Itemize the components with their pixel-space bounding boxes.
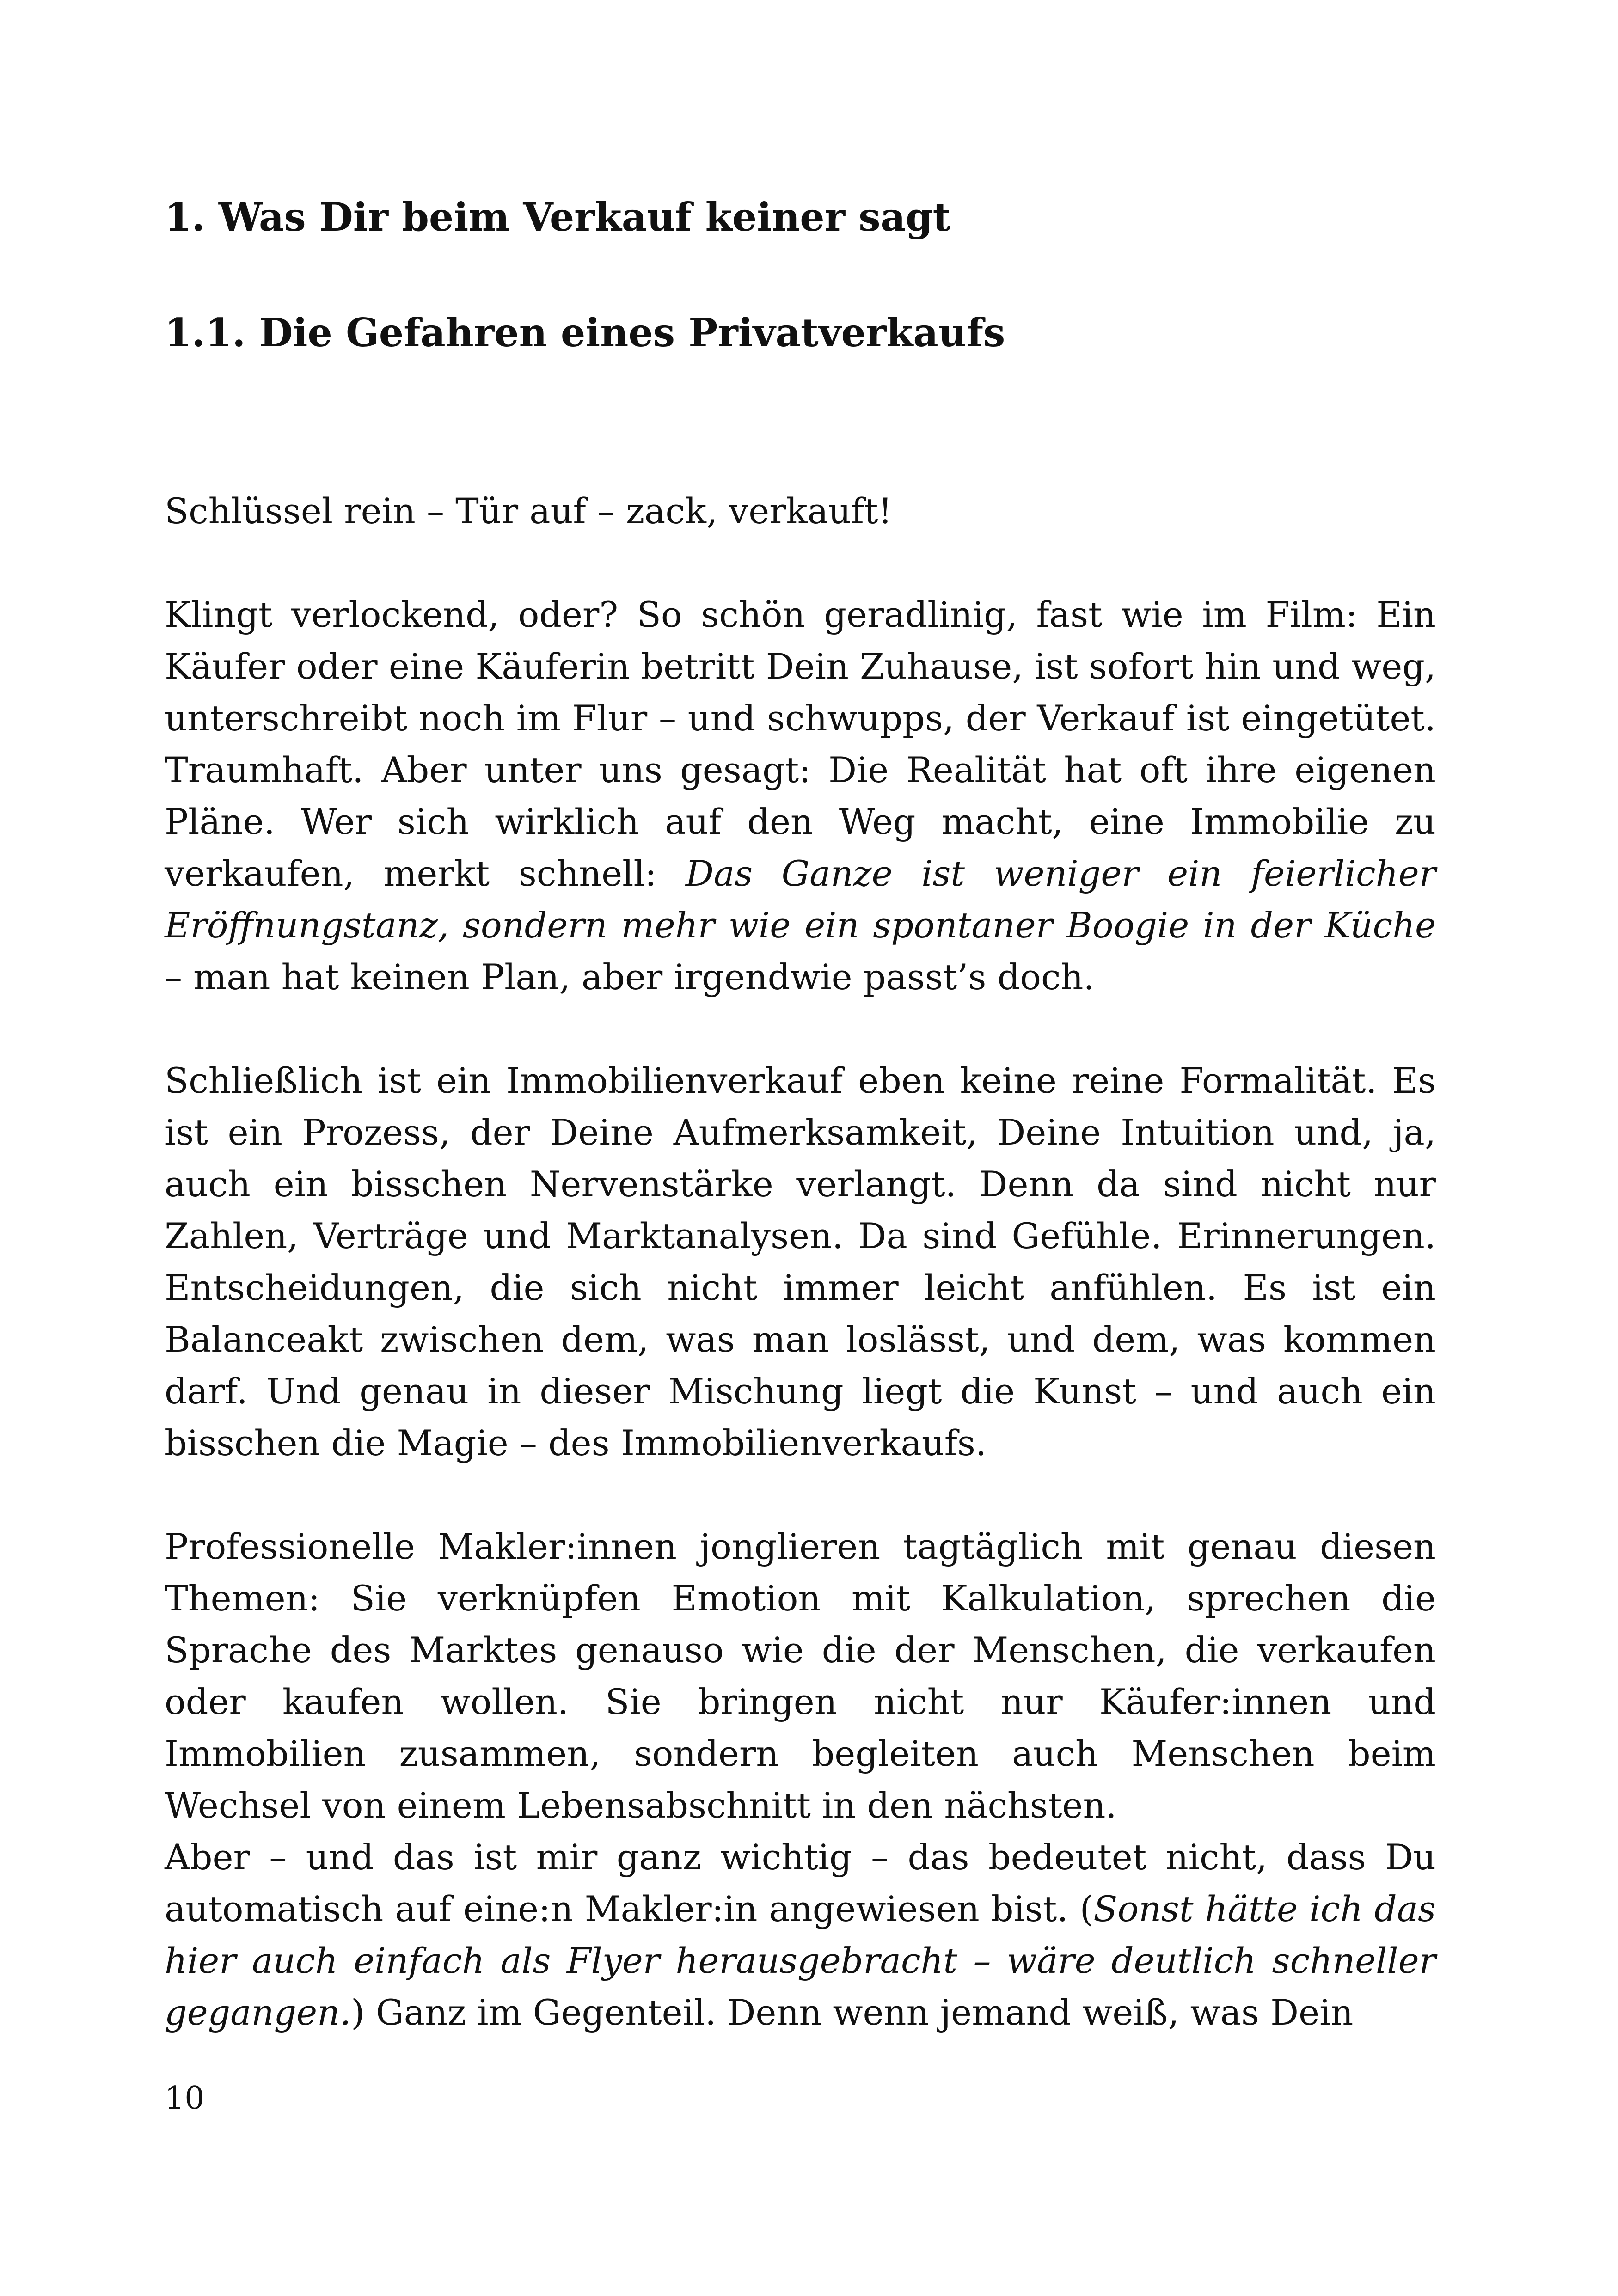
page-content [165, 185, 1436, 2039]
paragraph-intro: Schlüssel rein – Tür auf – zack, verkauft! [165, 490, 893, 532]
paragraph-5 [165, 1831, 1436, 2039]
chapter-heading: 1. Was Dir beim Verkauf keiner sagt [165, 194, 951, 240]
section-heading: 1.1. Die Gefahren eines Privatverkaufs [165, 310, 1005, 355]
paragraph-2-text-end: – man hat keinen Plan, aber irgendwie passt’s doch. [165, 956, 1095, 998]
page-number: 10 [165, 2080, 205, 2117]
paragraph-2-text-start: Klingt verlockend, oder? So schön geradlinig, fast wie im Film: Ein Käufer oder eine Käuferin betritt Dein Zuhause, ist sofort hin und weg, unterschreibt noch im Flur – und schwupps, der Verkauf ist eingetütet. Traumhaft. Aber unter uns gesagt: Die Realität hat oft ihre eigenen Pläne. Wer sich wirklich auf den Weg macht, eine Immobilie zu verkaufen, merkt schnell: [165, 594, 1436, 894]
paragraph-5-italic: Sonst hätte ich das hier auch einfach als Flyer herausgebracht – wäre deutlich schneller gegangen. [165, 1888, 1436, 2033]
paragraph-2 [165, 589, 1436, 1003]
paragraph-4: Professionelle Makler:innen jonglieren tagtäglich mit genau diesen Themen: Sie verknüpfen Emotion mit Kalkulation, sprechen die Sprache des Marktes genauso wie die der Menschen, die verkaufen oder kaufen wollen. Sie bringen nicht nur Käufer:innen und Immobilien zusammen, sondern begleiten auch Menschen beim Wechsel von einem Lebensabschnitt in den nächsten. [165, 1526, 1436, 1826]
paragraph-5-text-start: Aber – und das ist mir ganz wichtig – das bedeutet nicht, dass Du automatisch auf eine:n Makler:in angewiesen bist. ( [165, 1837, 1436, 1929]
paragraph-5-text-end: ) Ganz im Gegenteil. Denn wenn jemand weiß, was Dein [351, 1992, 1354, 2033]
paragraph-3: Schließlich ist ein Immobilienverkauf eben keine reine Formalität. Es ist ein Prozess, der Deine Aufmerksamkeit, Deine Intuition und, ja, auch ein bisschen Nervenstärke verlangt. Denn da sind nicht nur Zahlen, Verträge und Marktanalysen. Da sind Gefühle. Erinnerungen. Entscheidungen, die sich nicht immer leicht anfühlen. Es ist ein Balanceakt zwischen dem, was man loslässt, und dem, was kommen darf. Und genau in dieser Mischung liegt die Kunst – und auch ein bisschen die Magie – des Immobilienverkaufs. [165, 1060, 1436, 1463]
paragraph-2-italic: Das Ganze ist weniger ein feierlicher Eröffnungstanz, sondern mehr wie ein spontaner Boogie in der Küche [165, 853, 1436, 946]
